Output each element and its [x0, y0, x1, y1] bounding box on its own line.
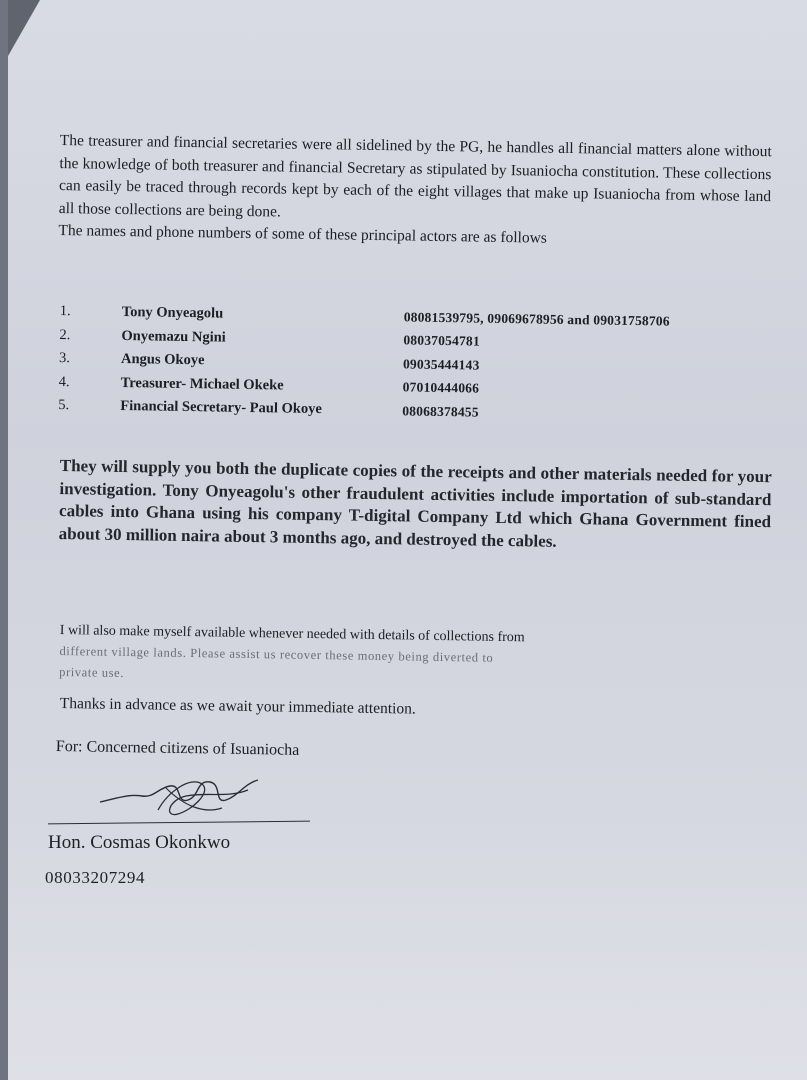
actor-phone: 09035444143	[402, 356, 480, 373]
names-intro: The names and phone numbers of some of these principal actors are as follows	[58, 221, 548, 247]
actors-list	[58, 300, 760, 428]
item-number: 3.	[58, 350, 71, 367]
handwritten-signature	[98, 770, 268, 822]
assist-line: different village lands. Please assist us recover these money being diverted to	[59, 643, 494, 665]
actor-name: Treasurer- Michael Okeke	[120, 374, 284, 394]
actor-phone: 08068378455	[402, 403, 479, 420]
item-number: 5.	[58, 397, 70, 414]
actor-phone: 07010444066	[402, 379, 480, 396]
signatory-phone: 08033207294	[45, 868, 146, 887]
actor-name: Financial Secretary- Paul Okoye	[120, 398, 322, 418]
signatory-name: Hon. Cosmas Okonkwo	[48, 832, 231, 853]
actor-phone: 08081539795, 09069678956 and 09031758706	[403, 309, 670, 329]
thanks-line: Thanks in advance as we await your immediate attention.	[59, 695, 416, 718]
signature-line	[48, 821, 310, 825]
paragraph-availability	[59, 620, 772, 694]
letter-page	[8, 0, 807, 1080]
page-corner-shadow	[8, 0, 40, 70]
availability-line: I will also make myself available whenever needed with details of collections from	[59, 622, 525, 646]
actor-phone: 08037054781	[403, 332, 480, 349]
actor-name: Onyemazu Ngini	[121, 327, 226, 346]
actor-name: Angus Okoye	[120, 351, 205, 369]
item-number: 2.	[59, 326, 71, 343]
private-use-line: private use.	[59, 664, 125, 681]
item-number: 1.	[59, 303, 71, 320]
for-line: For: Concerned citizens of Isuaniocha	[55, 738, 300, 759]
actor-name: Tony Onyeagolu	[121, 304, 224, 322]
paragraph-collections	[58, 130, 772, 254]
paragraph-text: The treasurer and financial secretaries were all sidelined by the PG, he handles all financial matters alone without the knowledge of both treasurer and financial Secretary as stipulated by Isuaniocha constitution. These collections can easily be traced through records kept by each of the eight villages that make up Isuaniocha from whose land all those collections are being done.	[58, 131, 772, 220]
paragraph-investigation: They will supply you both the duplicate copies of the receipts and other materials needed for your investigation. Tony Onyeagolu's other fraudulent activities include importation of sub-standard cables into Ghana using his company T-digital Company Ltd which Ghana Government fined about 30 million naira about 3 months ago, and destroyed the cables.	[58, 455, 772, 551]
item-number: 4.	[58, 373, 70, 390]
